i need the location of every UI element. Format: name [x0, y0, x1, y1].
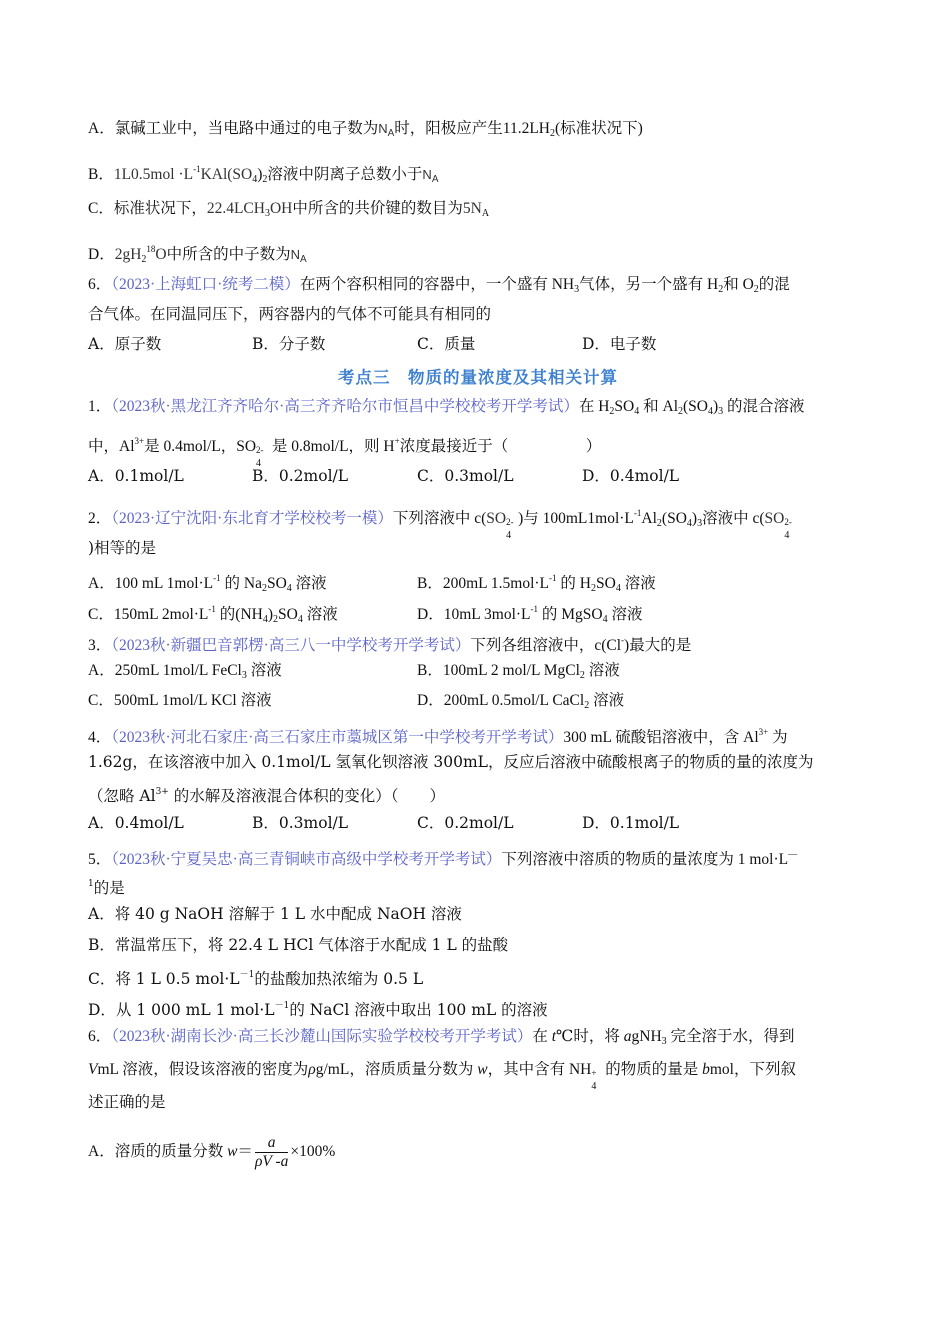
- q5-option-d: D．从 1 000 mL 1 $mol\cdot L^{-1}$的 NaCl 溶液中取出 100 mL 的溶液: [88, 1001, 548, 1019]
- q2-option-d: D．10mL $3mol\cdot L^{-1}$ 的 MgSO$_4$ 溶液: [417, 604, 643, 625]
- q2-option-a: A．100 mL $1mol\cdot L^{-1}$ 的 $Na_2SO_4$ 溶液: [88, 573, 327, 594]
- q2-stem: 2．（2023·辽宁沈阳·东北育才学校校考一模）下列溶液中 c(SO 2- 4 )与 $100mL1mol\cdot L^{-1}Al_2(SO_4)_3$溶液中 c(SO 2- 4: [88, 508, 792, 541]
- prev-question-6-line2: 合气体。在同温同压下，两容器内的气体不可能具有相同的: [88, 305, 492, 323]
- q6-stem-line2: VmL 溶液，假设该溶液的密度为ρg/mL，溶质质量分数为 w，其中含有 NH + 4 的物质的量是 bmol，下列叙: [88, 1061, 796, 1092]
- q4-stem-line2: 1.62g，在该溶液中加入 0.1mol/L 氢氧化钡溶液 300mL，反应后溶液中硫酸根离子的物质的量的浓度为: [88, 753, 814, 771]
- q2-stem-line2: )相等的是: [88, 539, 157, 557]
- q3-option-d: D．200mL 0.5mol/L CaCl$_2$ 溶液: [417, 692, 625, 711]
- q1-stem-line2: 中，$Al^{3+}$是 0.4mol/L，SO 2- 4 是 0.8mol/L，则 H+浓度最接近于（ ）: [88, 436, 602, 469]
- q2-option-c: C．150mL $2mol\cdot L^{-1}$ 的$(NH_4)_2SO_4$ 溶液: [88, 604, 338, 625]
- prev-option-c: C．标准状况下，$22.4LCH_3OH$中所含的共价键的数目为$5N_A$: [88, 200, 490, 219]
- prev-option-a: A．氯碱工业中，当电路中通过的电子数为$N_A$时，阳极应产生$11.2LH_2$(标准状况下): [88, 120, 643, 139]
- q3-stem: 3．（2023秋·新疆巴音郭楞·高三八一中学校考开学考试）下列各组溶液中，c(Cl-)最大的是: [88, 635, 692, 654]
- q6-option-a: A．溶质的质量分数 w＝ $\frac{a}{\rho V -a}$ ×100%: [88, 1133, 336, 1170]
- q5-option-c: C．将 1 L 0.5 $mol\cdot L^{-1}$的盐酸加热浓缩为 0.5 L: [88, 970, 424, 988]
- prev-question-6: 6．（2023·上海虹口·统考二模）在两个容积相同的容器中，一个盛有 $NH_3$气体，另一个盛有 $H_2$和 $O_2$的混: [88, 276, 790, 295]
- q3-option-b: B．100mL 2 mol/L MgCl$_2$ 溶液: [417, 662, 620, 681]
- q1-stem: 1．（2023秋·黑龙江齐齐哈尔·高三齐齐哈尔市恒昌中学校校考开学考试）在 $H_2SO_4$ 和 $Al_2(SO_4)_3$ 的混合溶液: [88, 398, 805, 417]
- q4-stem: 4．（2023秋·河北石家庄·高三石家庄市藁城区第一中学校考开学考试）300 mL 硫酸铝溶液中，含 $Al^{3+}$ 为: [88, 727, 788, 746]
- q2-option-b: B．200mL $1.5mol\cdot L^{-1}$ 的 $H_2SO_4$ 溶液: [417, 573, 656, 594]
- mass-fraction-formula: $\frac{a}{\rho V -a}$: [254, 1133, 289, 1170]
- prev-option-b: B．$1L0.5mol \cdot L^{-1}KAl(SO_4)_2$溶液中阴离子总数小于$N_A$: [88, 164, 439, 185]
- q5-stem: 5．（2023秋·宁夏吴忠·高三青铜峡市高级中学校考开学考试）下列溶液中溶质的物质的量浓度为 1 mol·L—: [88, 849, 798, 868]
- q3-option-a: A．250mL 1mol/L FeCl$_3$ 溶液: [88, 662, 282, 681]
- prev-option-d: D．$2gH_2^{18}O$中所含的中子数为$N_A$: [88, 244, 307, 265]
- q4-stem-line3: （忽略 $Al^{3+}$ 的水解及溶液混合体积的变化）（ ）: [88, 787, 446, 805]
- q6-stem: 6．（2023秋·湖南长沙·高三长沙麓山国际实验学校校考开学考试）在 t℃时，将 agNH$_3$ 完全溶于水，得到: [88, 1028, 795, 1047]
- q5-option-b: B．常温常压下，将 22.4 L HCl 气体溶于水配成 1 L 的盐酸: [88, 936, 509, 954]
- q5-stem-line2: $^1$的是: [88, 879, 125, 897]
- q5-option-a: A．将 40 g NaOH 溶解于 1 L 水中配成 NaOH 溶液: [88, 905, 462, 923]
- section-title: 考点三 物质的量浓度及其相关计算: [338, 368, 618, 387]
- q6-stem-line3: 述正确的是: [88, 1093, 166, 1111]
- q3-option-c: C．500mL 1mol/L KCl 溶液: [88, 692, 272, 709]
